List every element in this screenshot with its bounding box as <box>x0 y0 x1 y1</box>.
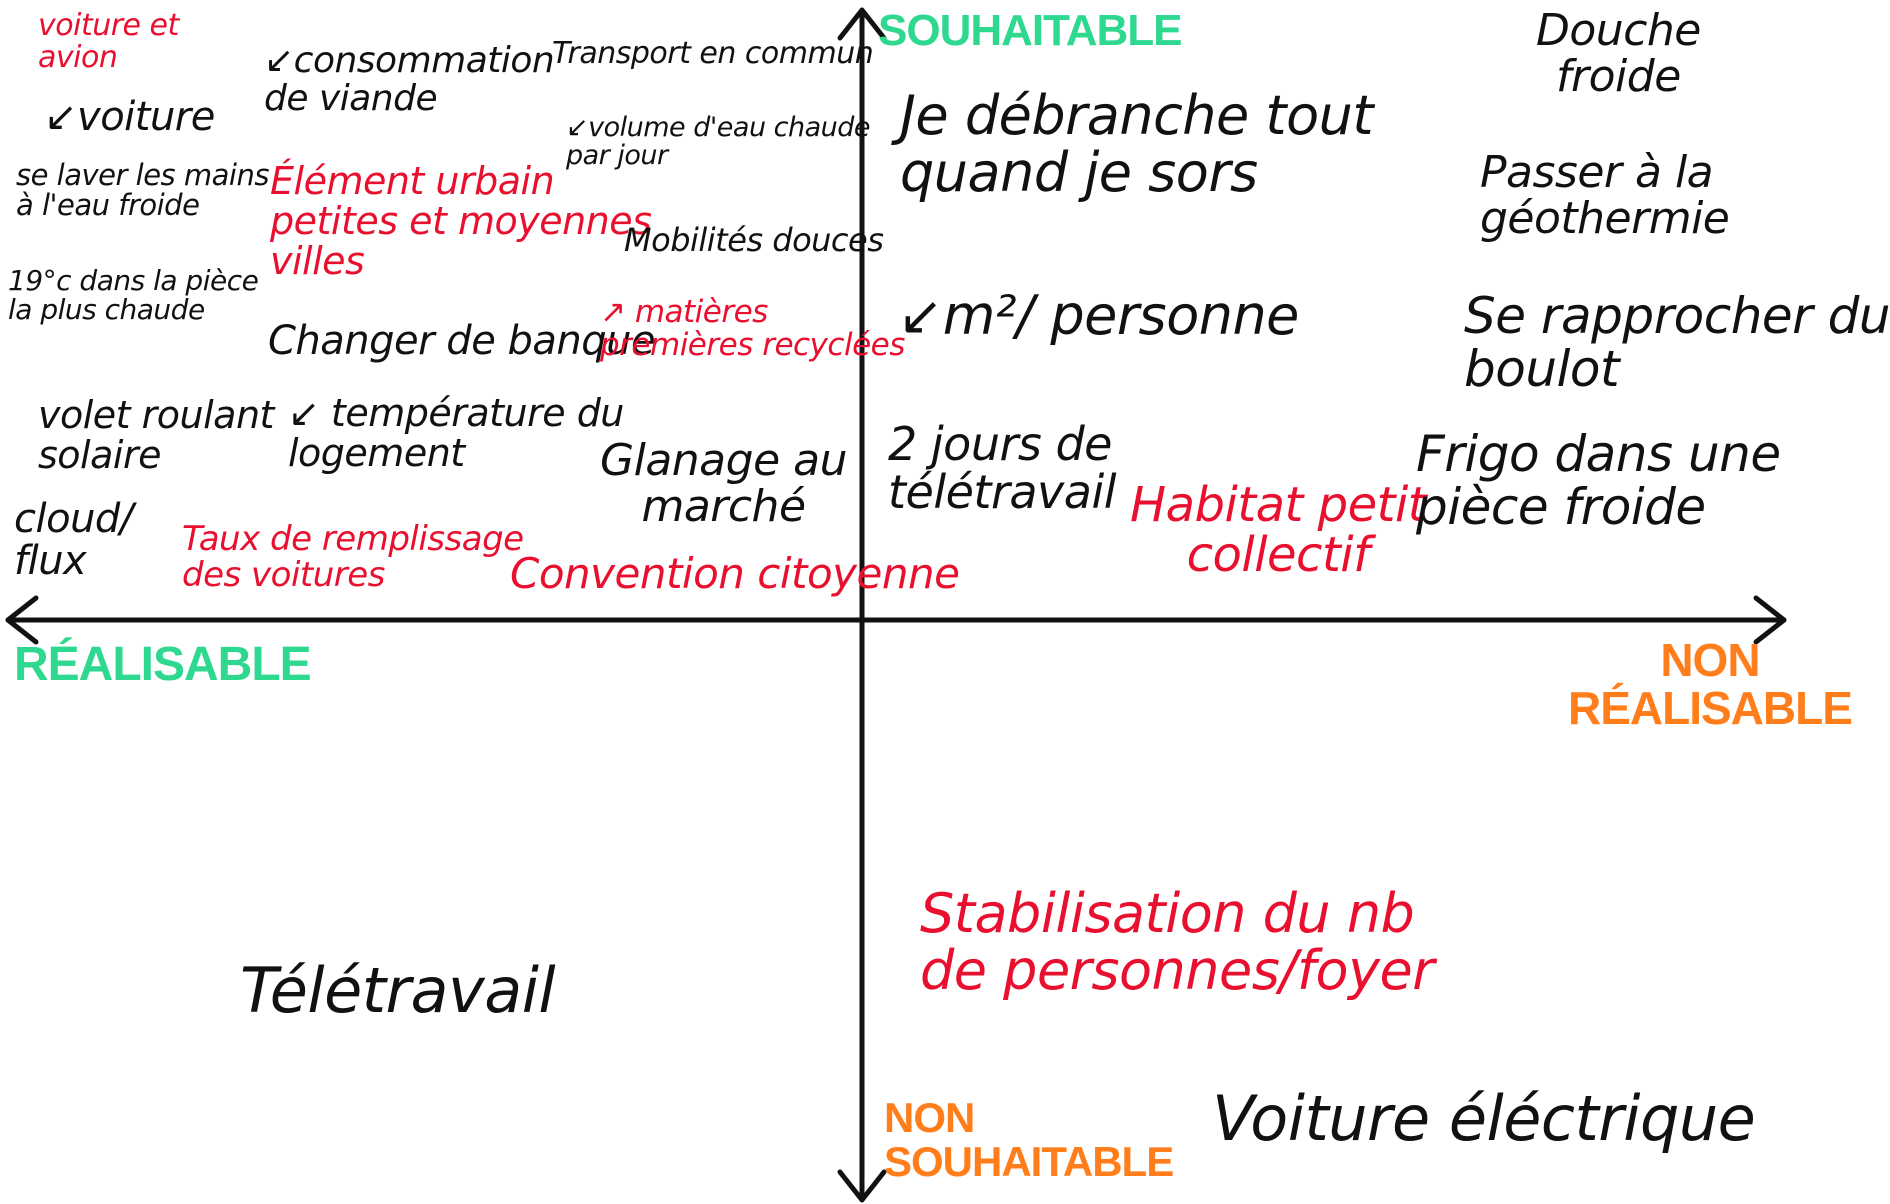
axis-label-not-feasible: NON RÉALISABLE <box>1568 634 1852 735</box>
note-mobilites-douces: Mobilités douces <box>624 221 884 259</box>
note-geothermie: Passer à la géothermie <box>1480 147 1730 245</box>
note-voiture: ↙voiture <box>44 94 215 140</box>
note-transport-commun: Transport en commun <box>552 36 874 71</box>
note-convention-citoyenne: Convention citoyenne <box>510 549 960 598</box>
note-stabilisation: Stabilisation du nb de personnes/foyer <box>920 882 1434 1002</box>
note-m2-personne: ↙m²/ personne <box>898 284 1299 347</box>
note-volume-eau-chaude: ↙volume d'eau chaude par jour <box>566 112 871 172</box>
note-frigo: Frigo dans une pièce froide <box>1416 425 1781 536</box>
note-se-rapprocher: Se rapprocher du boulot <box>1464 287 1890 398</box>
note-teletravail: Télétravail <box>240 954 556 1027</box>
axis-label-not-desirable: NON SOUHAITABLE <box>884 1094 1174 1186</box>
note-taux-remplissage: Taux de remplissage des voitures <box>182 519 524 595</box>
note-19-degres: 19°c dans la pièce la plus chaude <box>8 264 259 327</box>
note-voiture-electrique: Voiture éléctrique <box>1212 1082 1756 1155</box>
note-changer-banque: Changer de banque <box>268 318 656 364</box>
note-temperature-logement: ↙ température du logement <box>288 391 624 475</box>
note-2-jours-teletravail: 2 jours de télétravail <box>888 417 1117 520</box>
note-je-debranche: Je débranche tout quand je sors <box>900 84 1374 204</box>
note-habitat-petit-collectif: Habitat petit collectif <box>1130 477 1427 584</box>
note-se-laver-mains: se laver les mains à l'eau froide <box>16 158 269 223</box>
axis-label-feasible: RÉALISABLE <box>14 638 311 691</box>
note-cloud-flux: cloud/ flux <box>14 496 133 584</box>
note-volet-roulant: volet roulant solaire <box>38 393 274 477</box>
axis-label-desirable: SOUHAITABLE <box>878 6 1182 55</box>
note-douche-froide: Douche froide <box>1536 5 1701 103</box>
note-element-urbain: Élément urbain petites et moyennes villes <box>270 159 652 283</box>
note-matieres-recyclees: ↗ matières premières recyclées <box>600 294 905 363</box>
note-voiture-avion: voiture et avion <box>38 8 179 75</box>
note-glanage-marche: Glanage au marché <box>600 435 847 533</box>
note-consommation-viande: ↙consommation de viande <box>264 40 555 119</box>
